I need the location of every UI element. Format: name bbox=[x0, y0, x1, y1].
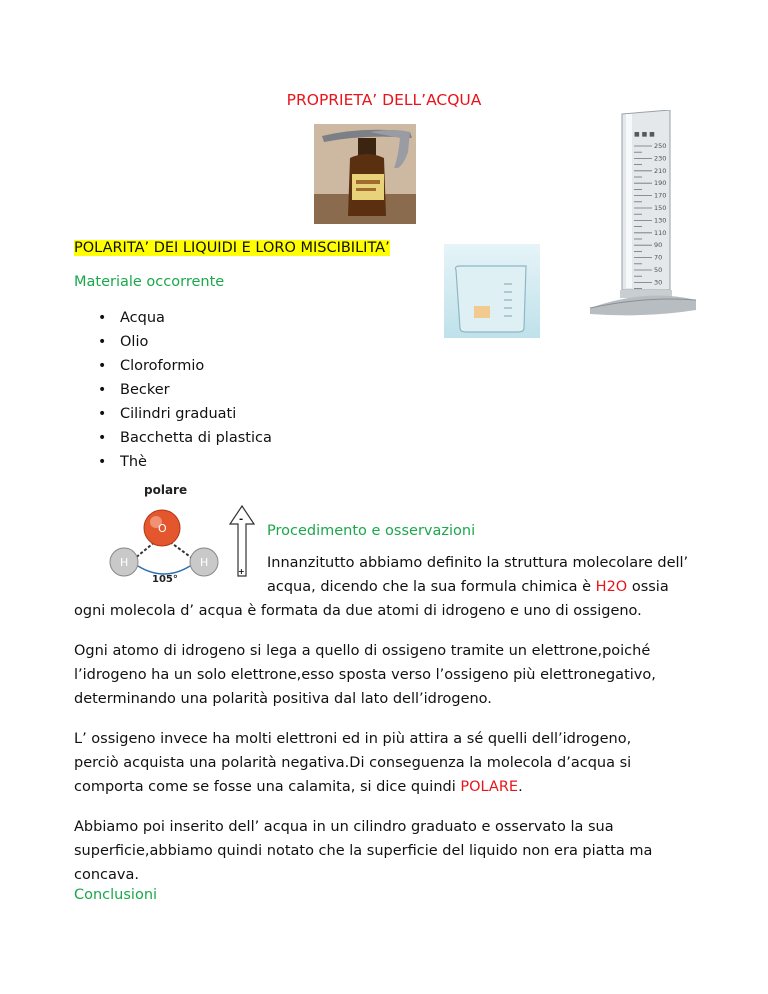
paragraph-line: superficie,abbiamo quindi notato che la superficie del liquido non era piatta ma bbox=[74, 843, 653, 859]
paragraph-line: acqua, dicendo che la sua formula chimica è H2O ossia bbox=[267, 579, 669, 595]
cylinder-mark-label: 150 bbox=[654, 204, 667, 212]
cylinder-mark-label: 90 bbox=[654, 241, 663, 250]
graduated-cylinder-photo bbox=[586, 110, 698, 318]
cylinder-mark-label: 190 bbox=[654, 179, 667, 188]
list-item: • Acqua bbox=[98, 306, 272, 330]
paragraph-line: perciò acquista una polarità negativa.Di conseguenza la molecola d’acqua si bbox=[74, 755, 632, 771]
paragraph-line: Innanzitutto abbiamo definito la struttura molecolare dell’ bbox=[267, 555, 689, 571]
paragraph-line: l’idrogeno ha un solo elettrone,esso sposta verso l’ossigeno più elettronegativo, bbox=[74, 667, 656, 683]
list-item: • Olio bbox=[98, 330, 272, 354]
positive-pole-label: + bbox=[238, 567, 245, 576]
cylinder-mark-label: 170 bbox=[654, 191, 667, 200]
cylinder-mark-label: 130 bbox=[654, 216, 667, 225]
negative-pole-label: - bbox=[239, 514, 244, 525]
paragraph-line: Abbiamo poi inserito dell’ acqua in un cilindro graduato e osservato la sua bbox=[74, 819, 614, 835]
cylinder-mark-label: 110 bbox=[654, 228, 667, 237]
formula-h2o: H2O bbox=[595, 579, 628, 595]
bond-angle-label: 105° bbox=[152, 574, 178, 584]
bottle-photo bbox=[314, 124, 416, 224]
paragraph-line: L’ ossigeno invece ha molti elettroni ed in più attira a sé quelli dell’idrogeno, bbox=[74, 731, 632, 747]
polarity-section-heading: POLARITA’ DEI LIQUIDI E LORO MISCIBILITA’ bbox=[74, 240, 390, 256]
list-item: • Cloroformio bbox=[98, 354, 272, 378]
list-item: • Becker bbox=[98, 378, 272, 402]
paragraph-line: ogni molecola d’ acqua è formata da due atomi di idrogeno e uno di ossigeno. bbox=[74, 603, 642, 619]
paragraph-line: determinando una polarità positiva dal lato dell’idrogeno. bbox=[74, 691, 492, 707]
paragraph-line: Ogni atomo di idrogeno si lega a quello di ossigeno tramite un elettrone,poiché bbox=[74, 643, 651, 659]
procedure-heading: Procedimento e osservazioni bbox=[267, 523, 476, 539]
conclusions-heading: Conclusioni bbox=[74, 887, 158, 903]
water-molecule-figure bbox=[104, 480, 260, 584]
page-title: PROPRIETA’ DELL’ACQUA bbox=[286, 91, 482, 109]
materials-list bbox=[98, 306, 272, 474]
list-item: • Cilindri graduati bbox=[98, 402, 272, 426]
cylinder-mark-label: 230 bbox=[654, 154, 667, 163]
svg-text:■ ■ ■: ■ ■ ■ bbox=[634, 131, 655, 138]
polarity-section-heading-wrap bbox=[74, 236, 390, 260]
cylinder-mark-label: 70 bbox=[654, 253, 663, 262]
material-heading: Materiale occorrente bbox=[74, 274, 225, 290]
cylinder-mark-label: 210 bbox=[654, 166, 667, 175]
cylinder-mark-label: 50 bbox=[654, 266, 663, 274]
list-item: • Thè bbox=[98, 450, 272, 474]
cylinder-mark-label: 30 bbox=[654, 278, 663, 287]
atom-oxygen-label: O bbox=[158, 522, 167, 535]
keyword-polare: POLARE bbox=[460, 779, 519, 795]
beaker-photo bbox=[444, 244, 540, 338]
atom-hydrogen-label: H bbox=[120, 556, 129, 569]
cylinder-mark-label: 250 bbox=[654, 142, 667, 150]
paragraph-line: concava. bbox=[74, 867, 139, 883]
list-item: • Bacchetta di plastica bbox=[98, 426, 272, 450]
atom-hydrogen-label: H bbox=[200, 556, 209, 569]
molecule-caption: polare bbox=[144, 483, 188, 497]
paragraph-line: comporta come se fosse una calamita, si dice quindi POLARE. bbox=[74, 779, 523, 795]
